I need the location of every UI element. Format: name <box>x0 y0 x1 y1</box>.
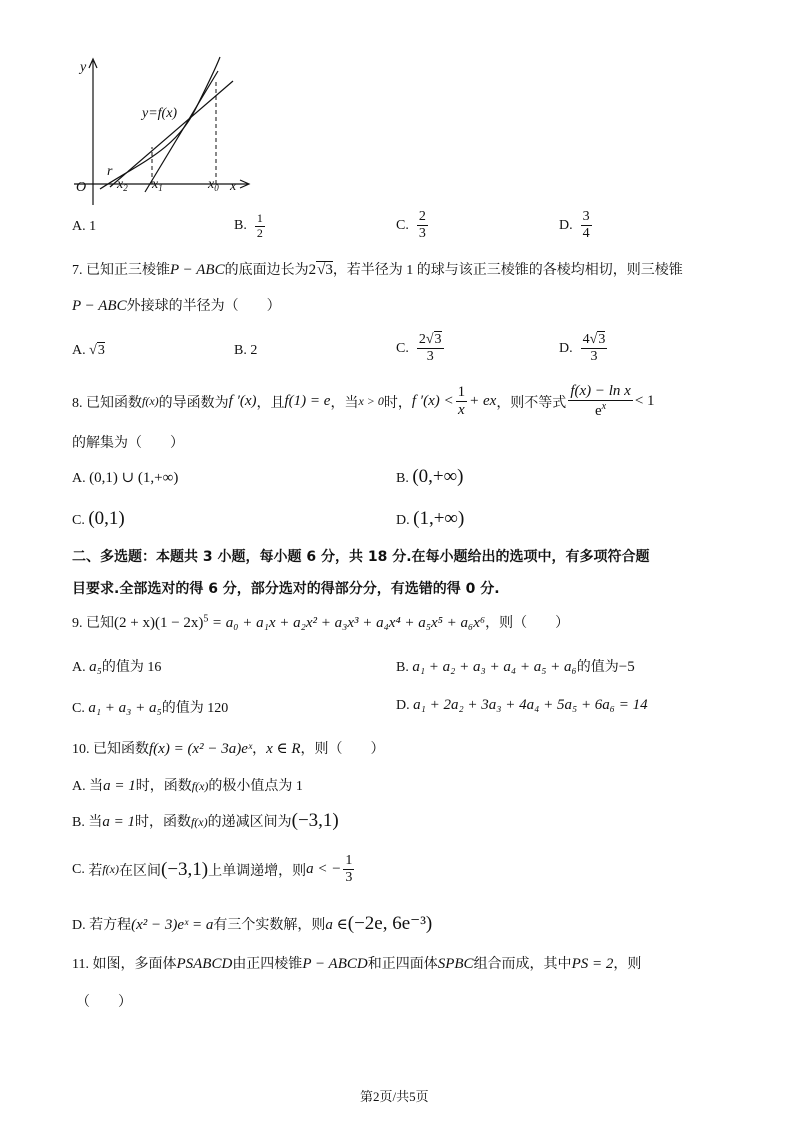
tangent-line-2 <box>145 71 218 192</box>
q7-option-b[interactable]: B. 2 <box>234 343 258 358</box>
function-graph-figure <box>70 55 260 210</box>
q11-stem-line2: （ ） <box>76 995 132 1010</box>
q7-stem-line2: P − ABC外接球的半径为（ ） <box>72 298 281 314</box>
q10-option-d[interactable]: D. 若方程(x² − 3)eˣ = a有三个实数解，则a ∈(−2e, 6e⁻³) <box>72 913 433 934</box>
q7-option-d[interactable]: D. $\frac{4√3}{3}$ <box>559 332 606 365</box>
q9-option-b[interactable]: B. a₁ + a₂ + a₃ + a₄ + a₅ + a₆的值为−5 <box>396 659 635 675</box>
q9-stem: 9. 已知$(2 + x)(1 - 2x)^5 = a_0 + a_1x + a_2x^2 + a_3x^3 + a_4x^4 + a_5x^5 + a_6x^6$，则（ ） <box>72 613 570 631</box>
x2-label: $x_2$ <box>117 177 128 193</box>
q6-option-c[interactable]: C. $\frac{2}{3}$ <box>396 209 426 242</box>
page-footer: 第2页/共5页 <box>360 1089 429 1104</box>
q8-option-b[interactable]: B. (0,+∞) <box>396 466 464 487</box>
x0-label: $x_0$ <box>208 177 219 193</box>
tangent-line-1 <box>110 81 233 187</box>
q10-option-c[interactable]: C. 若 f(x) 在区间 (−3,1) 上单调递增，则 a < − $\frac{1}{3}$ <box>72 853 353 886</box>
q10-stem: 10. 已知函数f(x) = (x² − 3a)eˣ，x ∈ R，则（ ） <box>72 741 385 757</box>
q10-option-b[interactable]: B. 当a = 1时，函数f(x)的递减区间为(−3,1) <box>72 810 339 831</box>
q6-option-b[interactable]: B. $\frac{1}{2}$ <box>234 211 263 240</box>
y-axis-label: y <box>80 60 87 75</box>
x-axis-label: x <box>230 179 237 194</box>
q10-option-a[interactable]: A. 当a = 1时，函数f(x)的极小值点为 1 <box>72 778 303 794</box>
q8-option-c[interactable]: C. (0,1) <box>72 508 125 529</box>
q6-option-d[interactable]: D. $\frac{3}{4}$ <box>559 209 590 242</box>
origin-label: O <box>76 180 87 195</box>
q8-stem-line2: 的解集为（ ） <box>72 436 184 451</box>
curve-f <box>100 57 220 189</box>
r-label: r <box>107 164 113 179</box>
q9-option-c[interactable]: C. a₁ + a₃ + a₅的值为 120 <box>72 700 229 716</box>
q7-option-a[interactable]: A. √3 <box>72 343 105 358</box>
q8-stem-line1: 8. 已知函数 f(x) 的导函数为 f ′(x) ，且 f(1) = e ，当 x > 0 时， f ′(x) < $\frac{1}{x}$ + e x ，则不等式 $\frac{\text{f(x) − ln x}}{e^x}$ < 1 <box>72 383 655 420</box>
q9-option-a[interactable]: A. a₅的值为 16 <box>72 659 162 675</box>
section2-heading-line1: 二、多选题：本题共 3 小题，每小题 6 分，共 18 分.在每小题给出的选项中，有多项符合题 <box>72 549 650 565</box>
section2-heading-line2: 目要求.全部选对的得 6 分，部分选对的得部分分，有选错的得 0 分. <box>72 581 500 597</box>
q6-option-a[interactable]: A. 1 <box>72 219 97 234</box>
q9-option-d[interactable]: D. a₁ + 2a₂ + 3a₃ + 4a₄ + 5a₅ + 6a₆ = 14 <box>396 697 648 713</box>
curve-label: y=f(x) <box>142 106 178 121</box>
q7-stem-line1: 7. 已知正三棱锥P − ABC的底面边长为2√3，若半径为 1 的球与该正三棱锥的各棱均相切，则三棱锥 <box>72 262 683 278</box>
q11-stem-line1: 11. 如图，多面体PSABCD由正四棱锥P − ABCD和正四面体SPBC组合而成，其中PS = 2，则 <box>72 956 642 972</box>
x1-label: $x_1$ <box>152 177 163 193</box>
q8-option-d[interactable]: D. (1,+∞) <box>396 508 465 529</box>
q7-option-c[interactable]: C. $\frac{2√3}{3}$ <box>396 332 442 365</box>
q8-option-a[interactable]: A. (0,1) ∪ (1,+∞) <box>72 470 179 486</box>
